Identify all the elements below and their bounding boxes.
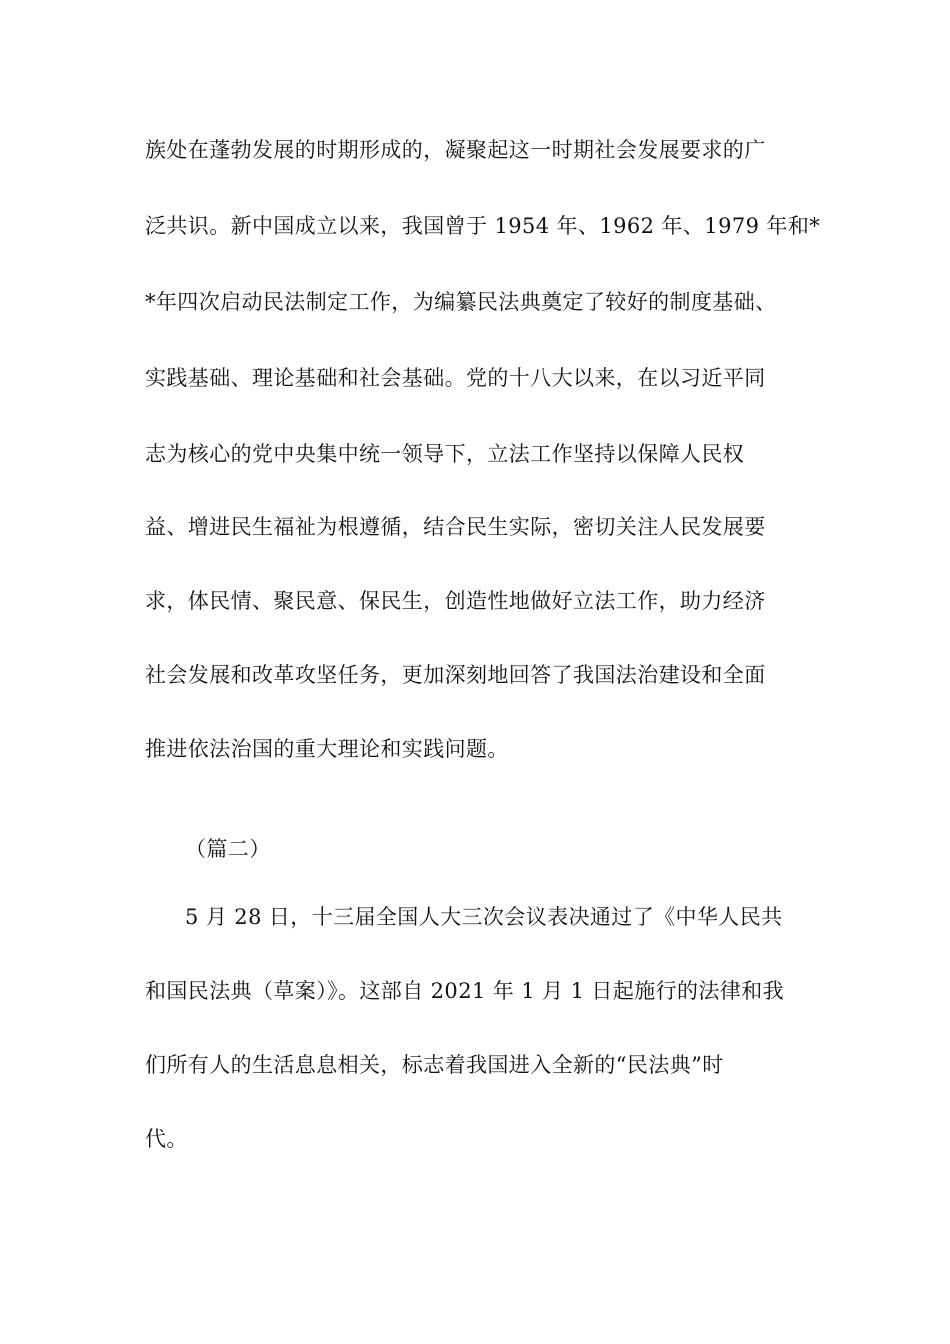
paragraph-line: 代。 bbox=[145, 1127, 188, 1151]
paragraph-line: 们所有人的生活息息相关，标志着我国进入全新的“民法典”时 bbox=[145, 1053, 724, 1077]
paragraph-line: 求，体民情、聚民意、保民生，创造性地做好立法工作，助力经济 bbox=[145, 589, 766, 613]
paragraph-line: *年四次启动民法制定工作，为编纂民法典奠定了较好的制度基础、 bbox=[145, 290, 777, 314]
paragraph-line: 5 月 28 日，十三届全国人大三次会议表决通过了《中华人民共 bbox=[185, 905, 783, 929]
paragraph-line: 泛共识。新中国成立以来，我国曾于 1954 年、1962 年、1979 年和* bbox=[145, 214, 821, 238]
paragraph-line: 和国民法典（草案）》。这部自 2021 年 1 月 1 日起施行的法律和我 bbox=[145, 979, 785, 1003]
paragraph-line: 实践基础、理论基础和社会基础。党的十八大以来，在以习近平同 bbox=[145, 366, 766, 390]
paragraph-line: 社会发展和改革攻坚任务，更加深刻地回答了我国法治建设和全面 bbox=[145, 663, 766, 687]
paragraph-line: 志为核心的党中央集中统一领导下，立法工作坚持以保障人民权 bbox=[145, 442, 745, 466]
section-heading: （篇二） bbox=[185, 837, 271, 861]
paragraph-line: 族处在蓬勃发展的时期形成的，凝聚起这一时期社会发展要求的广 bbox=[145, 138, 766, 162]
paragraph-line: 推进依法治国的重大理论和实践问题。 bbox=[145, 737, 509, 761]
paragraph-line: 益、增进民生福祉为根遵循，结合民生实际，密切关注人民发展要 bbox=[145, 515, 766, 539]
